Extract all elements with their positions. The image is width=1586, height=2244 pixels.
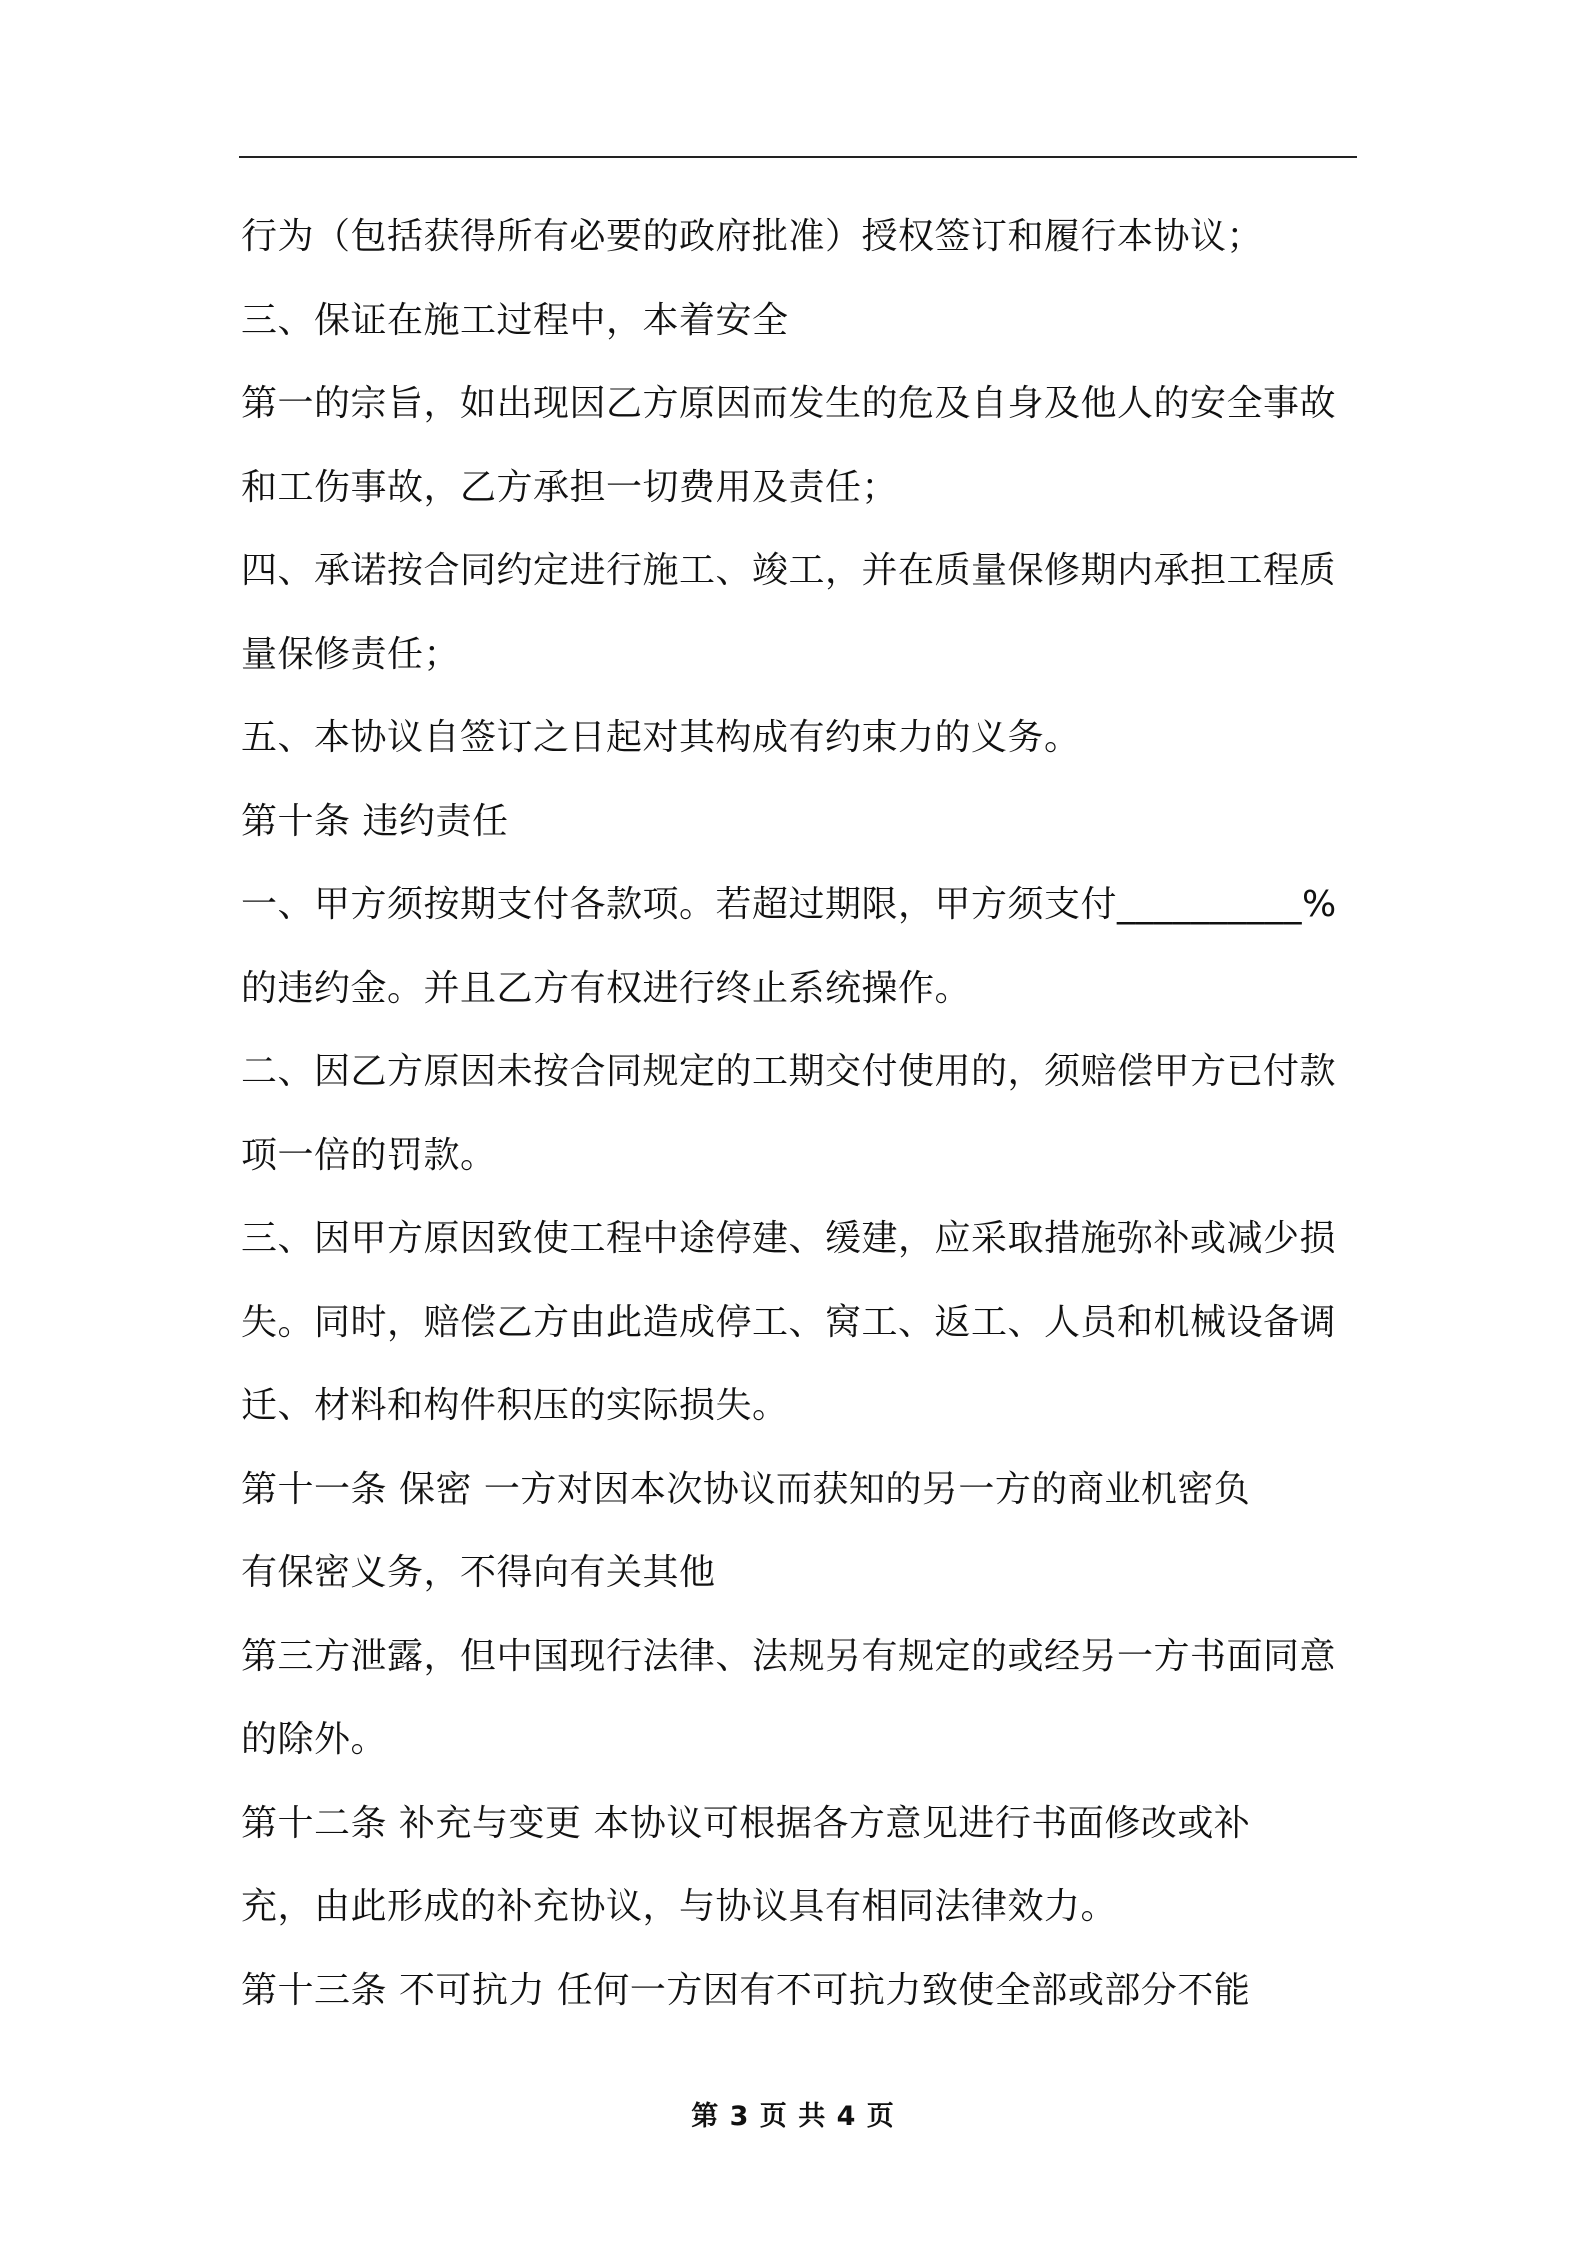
body-line: 失。同时，赔偿乙方由此造成停工、窝工、返工、人员和机械设备调	[241, 1301, 1337, 1343]
body-line: 量保修责任；	[241, 633, 461, 675]
body-line: 第三方泄露，但中国现行法律、法规另有规定的或经另一方书面同意	[241, 1635, 1337, 1677]
body-line: 一、甲方须按期支付各款项。若超过期限，甲方须支付__________%	[241, 884, 1337, 925]
body-line: 的违约金。并且乙方有权进行终止系统操作。	[241, 967, 972, 1009]
body-line: 三、因甲方原因致使工程中途停建、缓建，应采取措施弥补或减少损	[241, 1218, 1337, 1259]
header-rule	[239, 156, 1357, 158]
page-number: 第 3 页 共 4 页	[691, 2101, 895, 2132]
page-footer	[0, 2094, 1586, 2133]
body-line: 项一倍的罚款。	[241, 1134, 497, 1176]
body-line: 的除外。	[241, 1719, 388, 1760]
section-heading: 第十条 违约责任	[241, 800, 509, 842]
section-heading: 第十二条 补充与变更 本协议可根据各方意见进行书面修改或补	[241, 1802, 1251, 1844]
document-body	[241, 195, 1371, 2032]
body-line: 有保密义务，不得向有关其他	[241, 1552, 716, 1593]
body-line: 和工伤事故，乙方承担一切费用及责任；	[241, 466, 899, 508]
body-line: 行为（包括获得所有必要的政府批准）授权签订和履行本协议；	[241, 216, 1264, 257]
section-heading: 第十三条 不可抗力 任何一方因有不可抗力致使全部或部分不能	[241, 1969, 1251, 2011]
body-line: 五、本协议自签订之日起对其构成有约束力的义务。	[241, 717, 1081, 758]
body-line: 二、因乙方原因未按合同规定的工期交付使用的，须赔偿甲方已付款	[241, 1051, 1337, 1092]
section-heading: 第十一条 保密 一方对因本次协议而获知的另一方的商业机密负	[241, 1468, 1251, 1510]
body-line: 充，由此形成的补充协议，与协议具有相同法律效力。	[241, 1886, 1118, 1927]
body-line: 四、承诺按合同约定进行施工、竣工，并在质量保修期内承担工程质	[241, 550, 1337, 591]
body-line: 第一的宗旨，如出现因乙方原因而发生的危及自身及他人的安全事故	[241, 383, 1337, 424]
body-line: 迁、材料和构件积压的实际损失。	[241, 1385, 789, 1426]
body-line: 三、保证在施工过程中，本着安全	[241, 299, 789, 341]
